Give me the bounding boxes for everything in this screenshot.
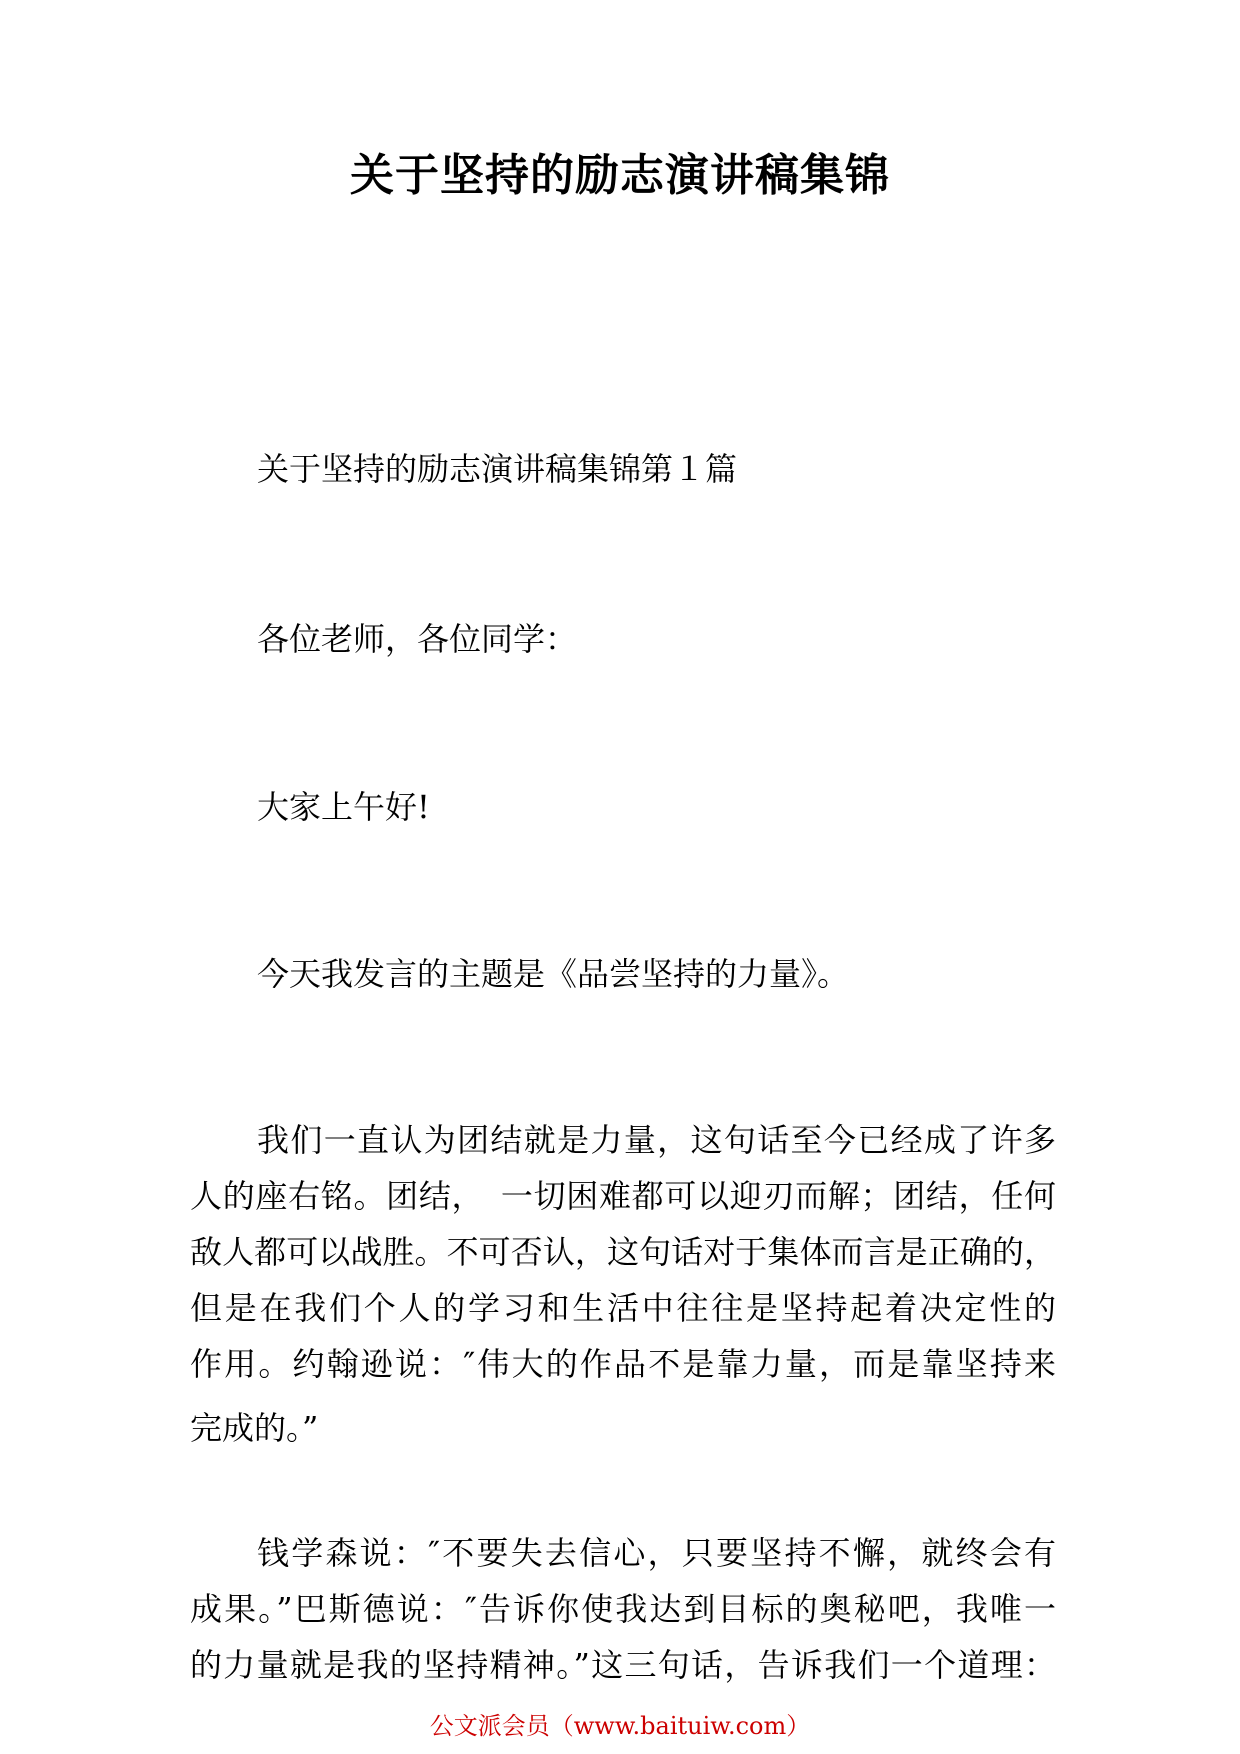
paragraph-line: 敌人都可以战胜。不可否认，这句话对于集体而言是正确的， <box>190 1233 1056 1271</box>
body-paragraph <box>190 1525 1056 1693</box>
paragraph-line: 成果。”巴斯德说：″告诉你使我达到目标的奥秘吧，我唯一 <box>190 1590 1056 1628</box>
paragraph-line: 但是在我们个人的学习和生活中往往是坚持起着决定性的 <box>190 1289 1056 1327</box>
paragraph-line: 我们一直认为团结就是力量，这句话至今已经成了许多 <box>257 1121 1056 1159</box>
section-heading: 关于坚持的励志演讲稿集锦第１篇 <box>257 450 738 488</box>
topic-line: 今天我发言的主题是《品尝坚持的力量》。 <box>257 955 850 993</box>
paragraph-line: 作用。约翰逊说：″伟大的作品不是靠力量，而是靠坚持来 <box>190 1345 1056 1383</box>
paragraph-line: 完成的。” <box>190 1409 319 1447</box>
greeting-line: 大家上午好! <box>257 788 430 826</box>
paragraph-line: 人的座右铭。团结， 一切困难都可以迎刃而解；团结，任何 <box>190 1177 1056 1215</box>
greeting-line: 各位老师，各位同学： <box>257 620 578 658</box>
footer-watermark: 公文派会员（www.baituiw.com） <box>429 1712 811 1740</box>
paragraph-line: 钱学森说：″不要失去信心，只要坚持不懈，就终会有 <box>257 1534 1056 1572</box>
paragraph-line: 的力量就是我的坚持精神。”这三句话，告诉我们一个道理： <box>190 1646 1056 1684</box>
body-paragraph <box>190 1112 1056 1456</box>
page-title: 关于坚持的励志演讲稿集锦 <box>350 150 890 201</box>
